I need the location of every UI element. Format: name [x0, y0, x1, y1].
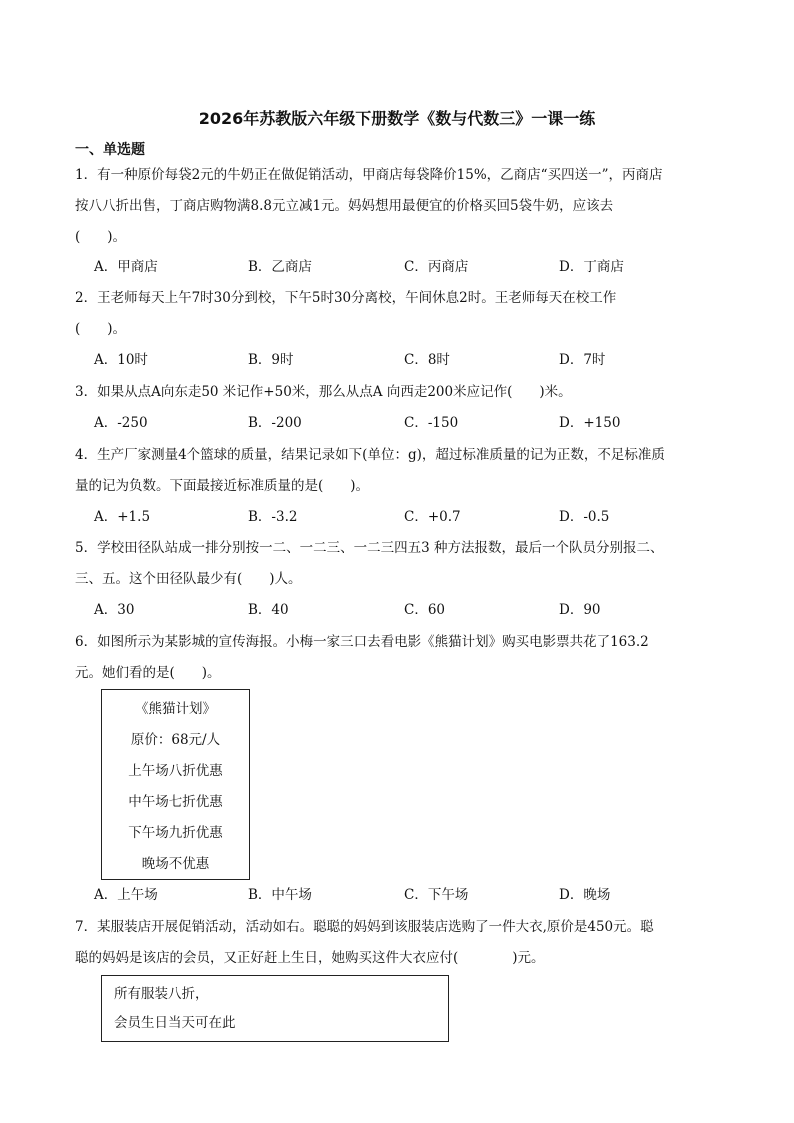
- option-a[interactable]: A．10时: [94, 352, 148, 368]
- promotion-box: [101, 975, 449, 1042]
- option-b[interactable]: B．乙商店: [248, 259, 312, 275]
- option-b[interactable]: B．-3.2: [248, 509, 298, 525]
- question-line: 6．如图所示为某影城的宣传海报。小梅一家三口去看电影《熊猫计划》购买电影票共花了163.2: [75, 634, 649, 650]
- poster-line: 晚场不优惠: [141, 856, 210, 872]
- option-a[interactable]: A．+1.5: [94, 509, 151, 525]
- question-line: 3．如果从点A向东走50 米记作+50米，那么从点A 向西走200米应记作( )米。: [75, 384, 572, 400]
- poster-line: 下午场九折优惠: [128, 825, 223, 841]
- question-line: ( )。: [75, 321, 127, 337]
- option-d[interactable]: D．晚场: [559, 887, 611, 903]
- option-c[interactable]: C．60: [404, 602, 446, 618]
- question-6: [75, 627, 725, 689]
- poster-line: 原价：68元/人: [130, 732, 221, 748]
- option-b[interactable]: B．中午场: [248, 887, 312, 903]
- poster-line: 中午场七折优惠: [128, 794, 223, 810]
- option-d[interactable]: D．+150: [559, 415, 621, 431]
- question-4-options: [94, 502, 734, 533]
- option-c[interactable]: C．-150: [404, 415, 459, 431]
- question-5-options: [94, 595, 734, 626]
- question-5: [75, 533, 725, 595]
- promo-line: 会员生日当天可在此: [114, 1015, 236, 1031]
- question-1-options: [94, 252, 734, 283]
- option-b[interactable]: B．40: [248, 602, 289, 618]
- option-d[interactable]: D．-0.5: [559, 509, 610, 525]
- movie-poster-box: [101, 689, 250, 880]
- question-2-options: [94, 345, 734, 376]
- option-d[interactable]: D．丁商店: [559, 259, 624, 275]
- poster-line: 上午场八折优惠: [128, 763, 223, 779]
- section-heading: 一、单选题: [75, 142, 145, 158]
- question-line: 聪的妈妈是该店的会员，又正好赶上生日，她购买这件大衣应付( )元。: [75, 950, 545, 966]
- question-line: 按八八折出售，丁商店购物满8.8元立减1元。妈妈想用最便宜的价格买回5袋牛奶，应该去: [75, 198, 614, 214]
- question-line: 2．王老师每天上午7时30分到校，下午5时30分离校，午间休息2时。王老师每天在校工作: [75, 290, 617, 306]
- option-a[interactable]: A．甲商店: [94, 259, 158, 275]
- question-7: [75, 912, 725, 974]
- question-line: 三、五。这个田径队最少有( )人。: [75, 571, 302, 587]
- question-line: 元。她们看的是( )。: [75, 665, 221, 681]
- question-line: 7．某服装店开展促销活动，活动如右。聪聪的妈妈到该服装店选购了一件大衣,原价是450元。聪: [75, 919, 654, 935]
- question-3: [75, 377, 725, 408]
- question-line: 1．有一种原价每袋2元的牛奶正在做促销活动，甲商店每袋降价15%，乙商店“买四送一”，丙商店: [75, 167, 663, 183]
- poster-line: 《熊猫计划》: [135, 701, 216, 717]
- question-4: [75, 440, 725, 502]
- option-d[interactable]: D．90: [559, 602, 601, 618]
- option-a[interactable]: A．-250: [94, 415, 148, 431]
- option-d[interactable]: D．7时: [559, 352, 606, 368]
- question-line: 5．学校田径队站成一排分别按一二、一二三、一二三四五3 种方法报数，最后一个队员分别报二、: [75, 540, 664, 556]
- option-b[interactable]: B．-200: [248, 415, 302, 431]
- question-2: [75, 283, 725, 345]
- option-c[interactable]: C．8时: [404, 352, 450, 368]
- page-title: 2026年苏教版六年级下册数学《数与代数三》一课一练: [198, 109, 596, 128]
- option-a[interactable]: A．30: [94, 602, 135, 618]
- option-a[interactable]: A．上午场: [94, 887, 158, 903]
- option-c[interactable]: C．+0.7: [404, 509, 461, 525]
- question-6-options: [94, 880, 734, 911]
- question-1: [75, 160, 725, 253]
- option-c[interactable]: C．丙商店: [404, 259, 469, 275]
- promo-line: 所有服装八折，: [114, 986, 209, 1002]
- question-3-options: [94, 408, 734, 439]
- question-line: 量的记为负数。下面最接近标准质量的是( )。: [75, 478, 370, 494]
- option-b[interactable]: B．9时: [248, 352, 294, 368]
- question-line: 4．生产厂家测量4个篮球的质量，结果记录如下(单位：g)，超过标准质量的记为正数，不足标准质: [75, 447, 665, 463]
- question-line: ( )。: [75, 229, 127, 245]
- option-c[interactable]: C．下午场: [404, 887, 469, 903]
